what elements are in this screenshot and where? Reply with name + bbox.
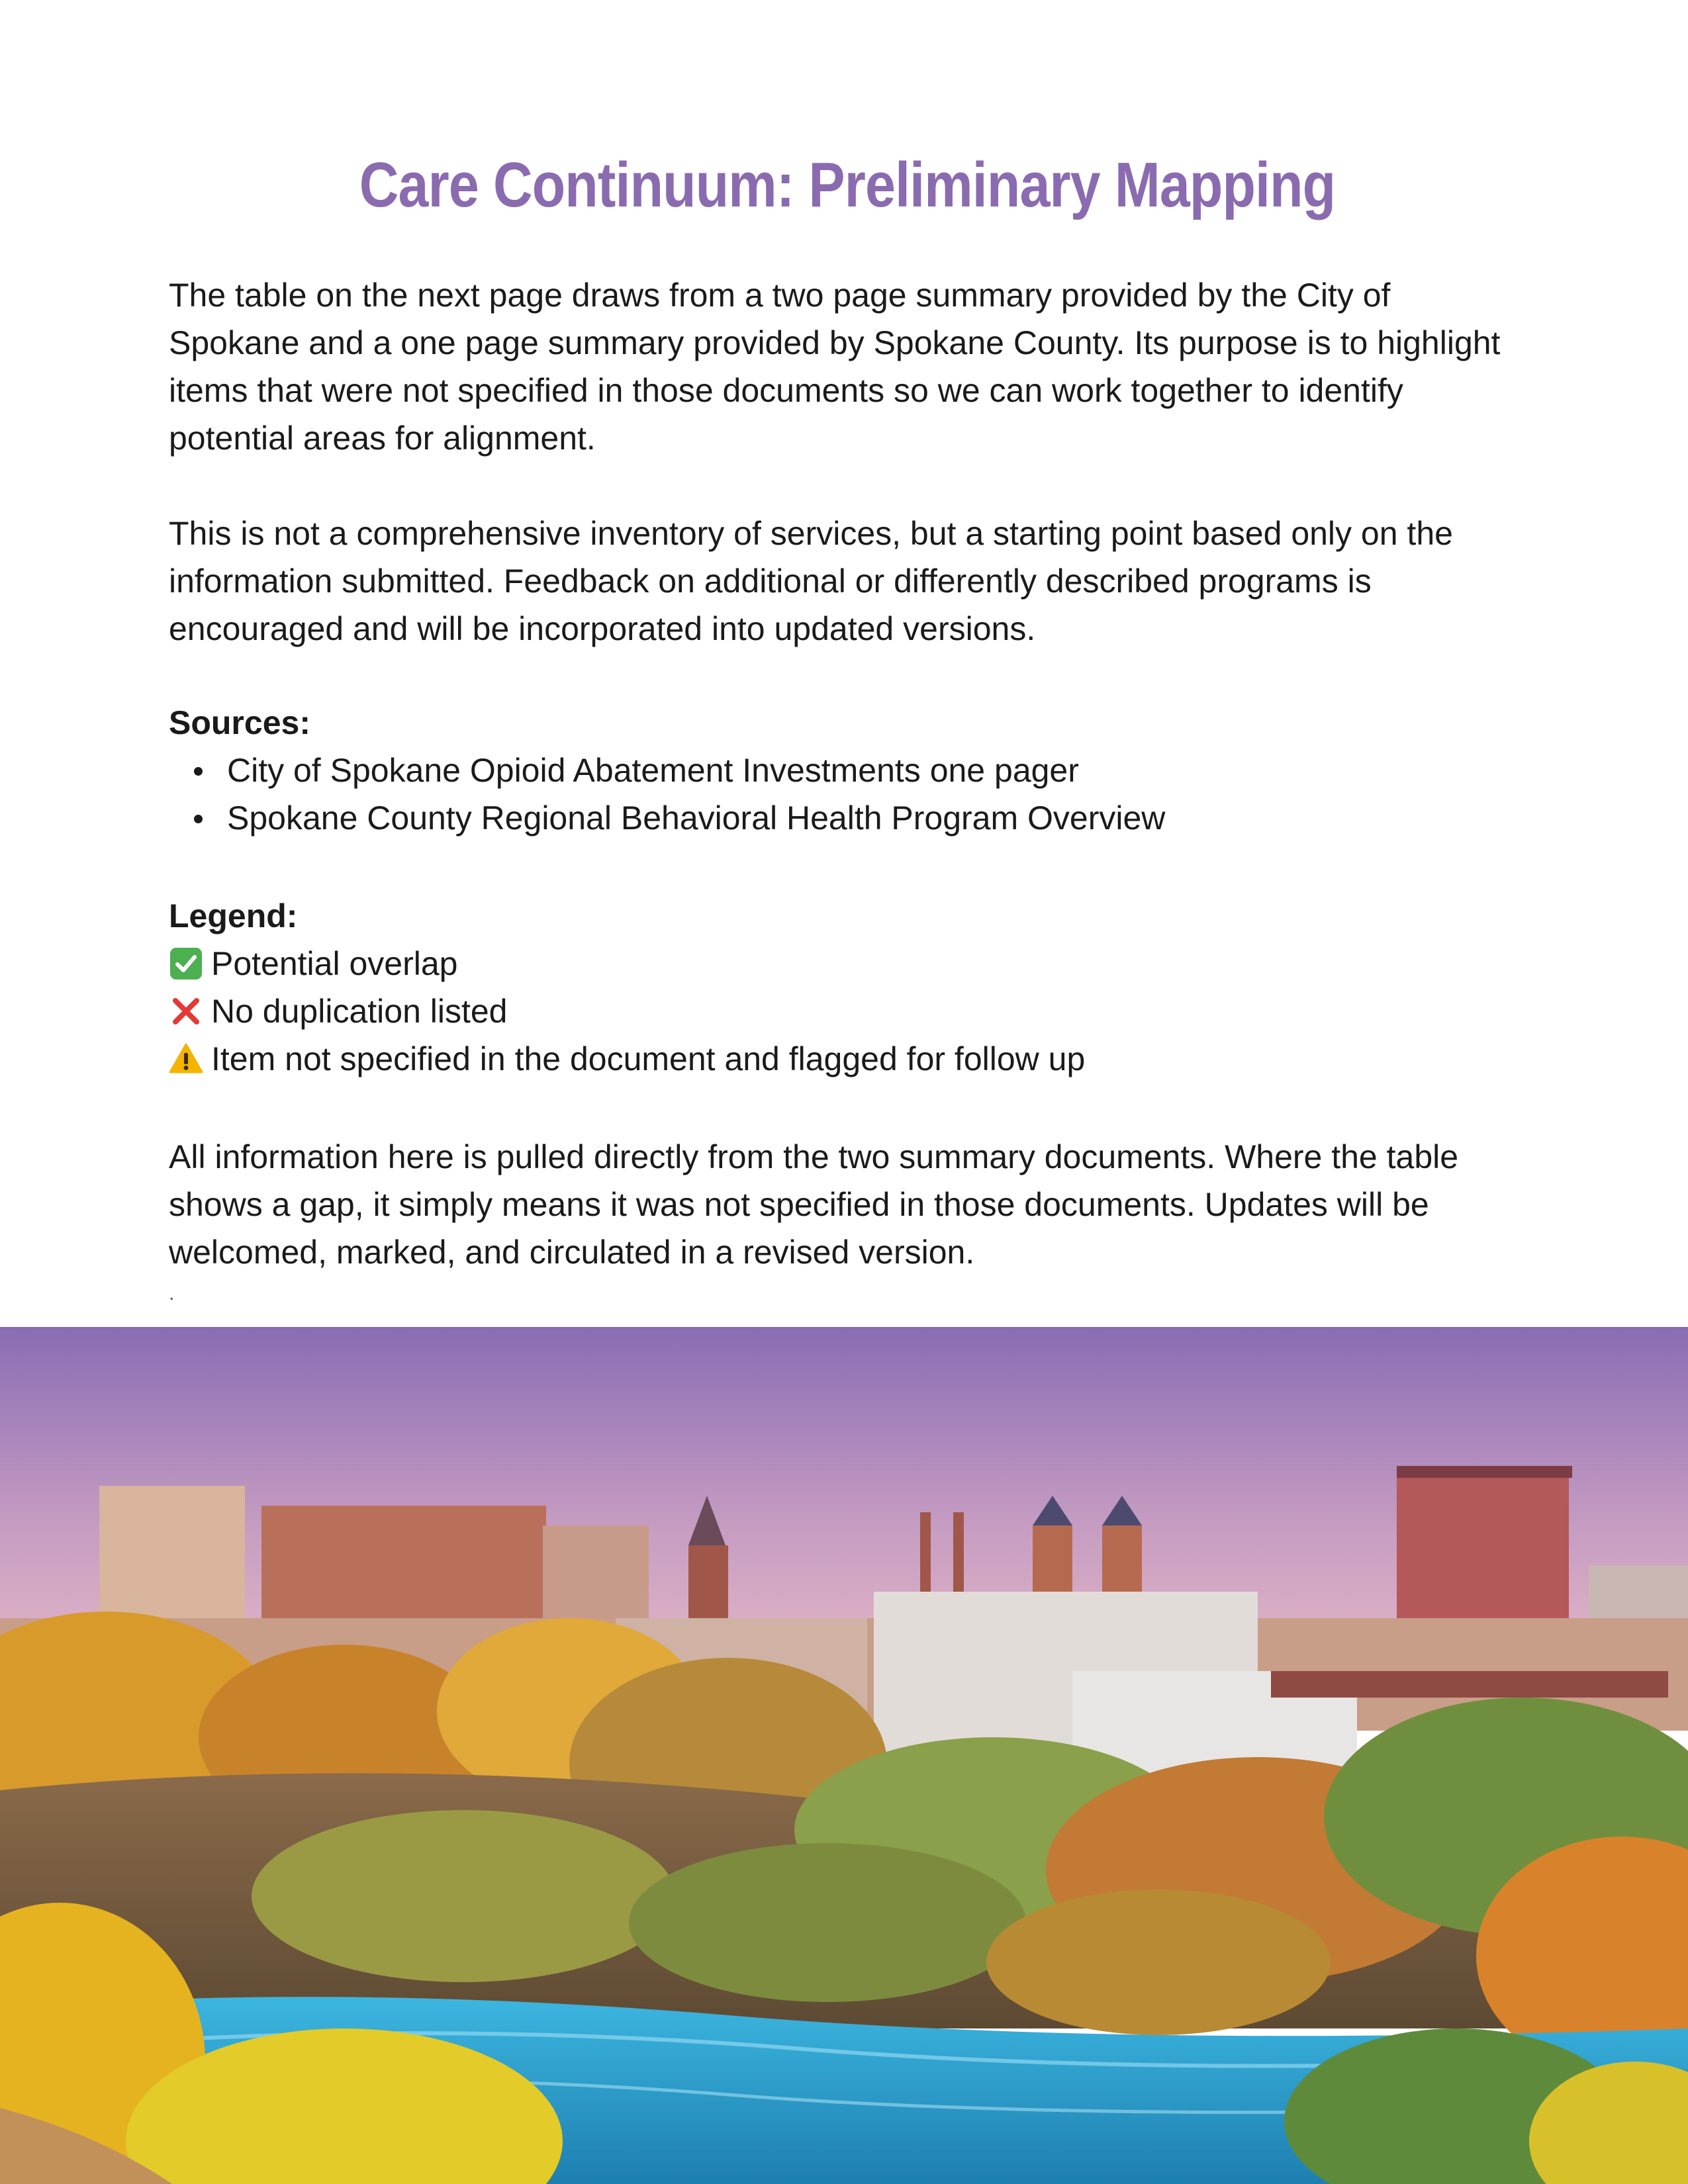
intro-paragraph-2: This is not a comprehensive inventory of services, but a starting point based only on the information submitted. Feedback on additional or differently described programs is encouraged and will be incorporated into updated versions. (169, 515, 1453, 647)
legend-item-flagged (169, 1035, 1526, 1083)
warning-icon (169, 1042, 203, 1076)
skyline-illustration (0, 1327, 1688, 2184)
source-item: City of Spokane Opioid Abatement Investments one pager (169, 747, 1526, 794)
trailing-mark: . (169, 1283, 175, 1304)
page-title: Care Continuum: Preliminary Mapping (359, 150, 1336, 220)
legend-item-no-duplication (169, 987, 1526, 1035)
closing-paragraph: All information here is pulled directly from the two summary documents. Where the table shows a gap, it simply means it was not specified in those documents. Updates will be welcomed, marked, and circulated in a revised version. (169, 1138, 1459, 1271)
sources-heading: Sources: (169, 704, 310, 741)
sources-list (169, 747, 1526, 842)
legend-heading: Legend: (169, 897, 298, 934)
source-item: Spokane County Regional Behavioral Health Program Overview (169, 794, 1526, 842)
legend-label: No duplication listed (211, 993, 508, 1030)
legend-label: Item not specified in the document and flagged for follow up (211, 1040, 1086, 1077)
legend-label: Potential overlap (211, 945, 458, 982)
legend-list (169, 940, 1526, 1083)
check-mark-icon (169, 946, 203, 981)
cross-mark-icon (169, 994, 203, 1028)
legend-item-potential-overlap (169, 940, 1526, 987)
intro-paragraph-1: The table on the next page draws from a two page summary provided by the City of Spokane and a one page summary provided by Spokane County. Its purpose is to highlight items that were not specified in those documents so we can work together to identify potential areas for alignment. (169, 277, 1501, 457)
spokane-skyline-photo (0, 1327, 1688, 2184)
